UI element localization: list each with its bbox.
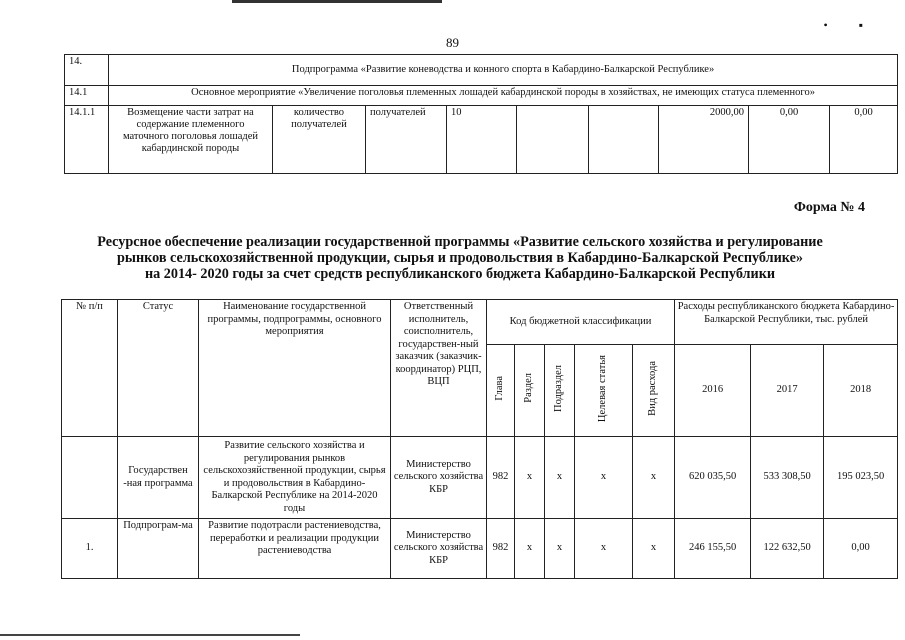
row-name: Развитие подотрасли растениеводства, переработки и реализации продукции растениеводства	[199, 519, 391, 579]
header-num: № п/п	[62, 300, 118, 437]
row-executor: Министерство сельского хозяйства КБР	[391, 519, 487, 579]
row-2018: 195 023,50	[824, 437, 898, 519]
value-2016: 2000,00	[659, 106, 749, 174]
row-executor: Министерство сельского хозяйства КБР	[391, 437, 487, 519]
row-section: х	[515, 519, 545, 579]
row-chapter: 982	[487, 437, 515, 519]
header-subsection: Подраздел	[545, 345, 575, 437]
empty-cell	[517, 106, 589, 174]
table-row	[65, 55, 898, 86]
header-2018: 2018	[824, 345, 898, 437]
value-cell: 10	[447, 106, 517, 174]
empty-cell	[589, 106, 659, 174]
row-2018: 0,00	[824, 519, 898, 579]
value-2017: 0,00	[749, 106, 830, 174]
table-row	[62, 437, 898, 519]
header-name: Наименование государственной программы, подпрограммы, основного мероприятия	[199, 300, 391, 437]
row-2016: 620 035,50	[675, 437, 751, 519]
row-type: х	[633, 437, 675, 519]
table-row	[65, 106, 898, 174]
row-status: Государствен -ная программа	[118, 437, 199, 519]
unit-cell: получателей	[366, 106, 447, 174]
title-line: на 2014- 2020 годы за счет средств республиканского бюджета Кабардино-Балкарской Республики	[144, 266, 776, 282]
row-2017: 122 632,50	[751, 519, 824, 579]
header-budget-code: Код бюджетной классификации	[487, 300, 675, 345]
value-2018: 0,00	[830, 106, 898, 174]
bottom-border-line	[0, 634, 300, 636]
row-2017: 533 308,50	[751, 437, 824, 519]
indicator-name: количество получателей	[273, 106, 366, 174]
row-status: Подпрограм-ма	[118, 519, 199, 579]
main-activity-title: Основное мероприятие «Увеличение поголовья племенных лошадей кабардинской породы в хозяйствах, не имеющих статуса племенного»	[109, 86, 898, 106]
row-chapter: 982	[487, 519, 515, 579]
row-subsection: х	[545, 437, 575, 519]
top-table	[64, 54, 898, 174]
table-row	[65, 86, 898, 106]
header-2017: 2017	[751, 345, 824, 437]
row-name: Развитие сельского хозяйства и регулирования рынков сельскохозяйственной продукции, сырья и продовольствия в Кабардино-Балкарской Республике на 2014-2020 годы	[199, 437, 391, 519]
row-2016: 246 155,50	[675, 519, 751, 579]
row-number: 14.1	[65, 86, 109, 106]
row-type: х	[633, 519, 675, 579]
row-num	[62, 437, 118, 519]
row-section: х	[515, 437, 545, 519]
row-number: 14.1.1	[65, 106, 109, 174]
row-number: 14.	[65, 55, 109, 86]
row-article: х	[575, 437, 633, 519]
header-target-article: Целевая статья	[575, 345, 633, 437]
page-number: 89	[446, 35, 459, 50]
row-num: 1.	[62, 519, 118, 579]
header-expenses: Расходы республиканского бюджета Кабардино-Балкарской Республики, тыс. рублей	[675, 300, 898, 345]
header-chapter: Глава	[487, 345, 515, 437]
measure-name: Возмещение части затрат на содержание племенного маточного поголовья лошадей кабардинской породы	[109, 106, 273, 174]
top-border-line	[232, 0, 442, 3]
form-label: Форма № 4	[793, 200, 865, 215]
title-line: Ресурсное обеспечение реализации государственной программы «Развитие сельского хозяйства и регулирование	[97, 234, 823, 250]
header-row	[62, 300, 898, 345]
resource-table	[61, 299, 898, 579]
header-executor: Ответственный исполнитель, соисполнитель, государствен-ный заказчик (заказчик-координатор) РЦП, ВЦП	[391, 300, 487, 437]
header-2016: 2016	[675, 345, 751, 437]
subprogram-title: Подпрограмма «Развитие коневодства и конного спорта в Кабардино-Балкарской Республике»	[109, 55, 898, 86]
header-status: Статус	[118, 300, 199, 437]
row-article: х	[575, 519, 633, 579]
header-marks: • ▪	[823, 18, 877, 32]
header-section: Раздел	[515, 345, 545, 437]
row-subsection: х	[545, 519, 575, 579]
document-title	[40, 234, 880, 282]
header-expense-type: Вид расхода	[633, 345, 675, 437]
table-row	[62, 519, 898, 579]
title-line: рынков сельскохозяйственной продукции, сырья и продовольствия в Кабардино-Балкарской Республике»	[116, 250, 804, 266]
